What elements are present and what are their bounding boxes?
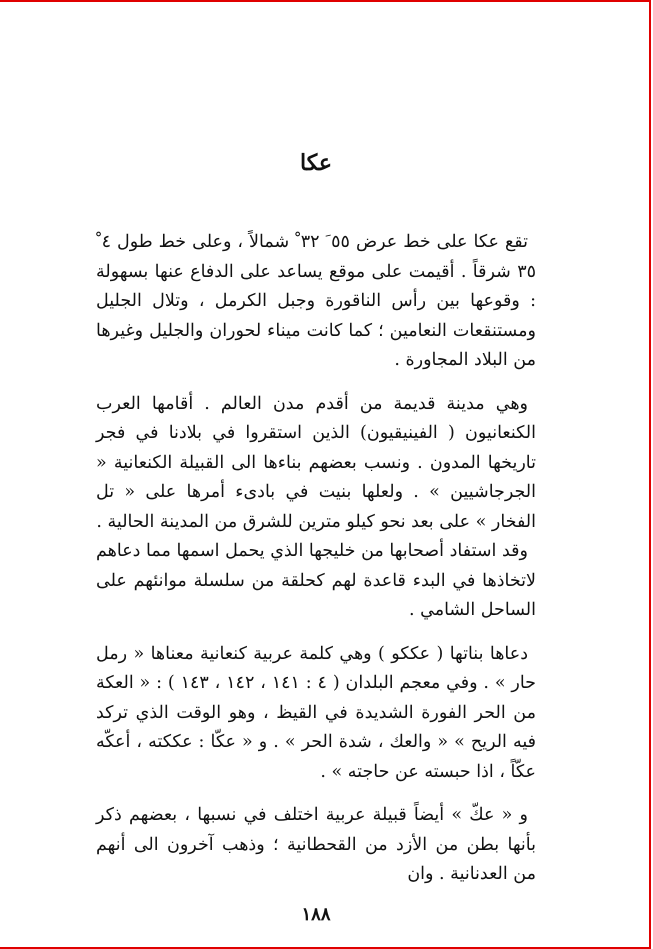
paragraph-harbour: وقد استفاد أصحابها من خليجها الذي يحمل اسمها مما دعاهم لاتخاذها في البدء قاعدة لهم كحلقة من سلسلة موانئهم على الساحل الشامي . [96, 541, 536, 620]
page-title: عكا [300, 150, 332, 176]
paragraph-name-origin: دعاها بناتها ( عككو ) وهي كلمة عربية كنعانية معناها « رمل حار » . وفي معجم البلدان ( ٤ : ١٤١ ، ١٤٢ ، ١٤٣ ) : « العكة من الحر الفورة الشديدة في القيظ ، وهو الوقت الذي تركد فيه الريح » « والعك ، شدة الحر » . و « عكّا : عككته ، أعكّه عكّاً ، اذا حبسته عن حاجته » . [96, 643, 536, 782]
book-page [96, 150, 536, 925]
paragraph-tribe: و « عكّ » أيضاً قبيلة عربية اختلف في نسبها ، بعضهم ذكر بأنها بطن من الأزد من القحطانية ؛ وذهب آخرون الى أنهم من العدنانية . وان [96, 805, 536, 884]
paragraph-history: وهي مدينة قديمة من أقدم مدن العالم . أقامها العرب الكنعانيون ( الفينيقيون) الذين استقروا في بلادنا في فجر تاريخها المدون . ونسب بعضهم بناءها الى القبيلة الكنعانية « الجرجاشيين » . ولعلها بنيت في بادىء أمرها على « تل الفخار » على بعد نحو كيلو مترين للشرق من المدينة الحالية . [96, 393, 536, 532]
paragraph-location: تقع عكا على خط عرض ٥٥ َ ٣٢ ْ شمالاً ، وعلى خط طول ٤ ْ ٣٥ شرقاً . أقيمت على موقع يساعد على الدفاع عنها بسهولة : وقوعها بين رأس الناقورة وجبل الكرمل ، وتلال الجليل ومستنقعات النعامين ؛ كما كانت ميناء لحوران والجليل وغيرها من البلاد المجاورة . [96, 232, 536, 370]
page-number: ١٨٨ [301, 903, 331, 925]
